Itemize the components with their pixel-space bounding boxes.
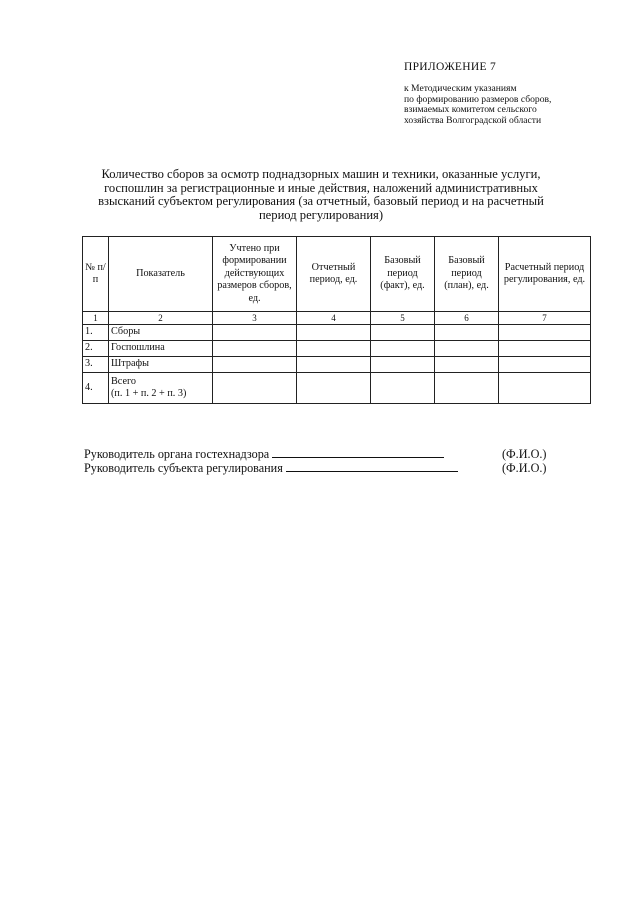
row-number: 3.	[83, 357, 109, 373]
table-cell	[213, 357, 297, 373]
appendix-title: ПРИЛОЖЕНИЕ 7	[404, 61, 497, 73]
report-table	[82, 236, 591, 404]
table-cell	[435, 357, 499, 373]
table-cell	[297, 373, 371, 404]
row-formula: (п. 1 + п. 2 + п. 3)	[111, 388, 187, 399]
document-title	[70, 168, 572, 222]
table-row	[83, 325, 591, 341]
signature-label: Руководитель субъекта регулирования	[84, 461, 283, 475]
table-cell	[499, 373, 591, 404]
table-cell	[499, 325, 591, 341]
table-cell	[297, 357, 371, 373]
document-title-line: госпошлин за регистрационные и иные действия, наложений административных	[104, 180, 538, 195]
table-cell	[371, 341, 435, 357]
table-cell	[213, 325, 297, 341]
table-cell	[371, 325, 435, 341]
column-number: 5	[371, 312, 435, 325]
table-cell	[499, 341, 591, 357]
signature-fio: (Ф.И.О.)	[502, 447, 547, 461]
appendix-note-line: к Методическим указаниям	[404, 83, 517, 94]
col-header-indicator: Показатель	[109, 237, 213, 312]
col-header-base-fact: Базовый период (факт), ед.	[371, 237, 435, 312]
appendix-note	[404, 84, 604, 126]
col-header-reporting-period: Отчетный период, ед.	[297, 237, 371, 312]
row-number: 1.	[83, 325, 109, 341]
col-header-accounted: Учтено при формировании действующих размеров сборов, ед.	[213, 237, 297, 312]
row-label: Сборы	[109, 325, 213, 341]
column-number: 1	[83, 312, 109, 325]
signature-label: Руководитель органа гостехнадзора	[84, 447, 270, 461]
col-header-calc-period: Расчетный период регулирования, ед.	[499, 237, 591, 312]
row-label: Госпошлина	[109, 341, 213, 357]
signature-line-regulated-entity	[84, 461, 458, 476]
table-cell	[297, 325, 371, 341]
table-cell	[435, 341, 499, 357]
appendix-note-line: по формированию размеров сборов,	[404, 93, 552, 105]
col-header-number: № п/п	[83, 237, 109, 312]
row-number: 4.	[83, 373, 109, 404]
row-label: Всего	[111, 375, 136, 387]
table-cell	[371, 373, 435, 404]
signature-fio: (Ф.И.О.)	[502, 461, 547, 475]
column-number: 7	[499, 312, 591, 325]
document-title-line: взысканий субъектом регулирования (за отчетный, базовый период и на расчетный	[98, 194, 544, 209]
document-title-line: Количество сборов за осмотр поднадзорных машин и техники, оказанные услуги,	[101, 167, 541, 181]
column-number: 6	[435, 312, 499, 325]
column-number: 4	[297, 312, 371, 325]
table-cell	[297, 341, 371, 357]
appendix-note-line: хозяйства Волгоградской области	[404, 114, 542, 126]
column-number-row	[83, 312, 591, 325]
table-cell	[213, 341, 297, 357]
row-label: Штрафы	[109, 357, 213, 373]
table-cell	[371, 357, 435, 373]
column-number: 2	[109, 312, 213, 325]
signature-blank	[272, 447, 444, 458]
table-row	[83, 341, 591, 357]
signature-line-supervisor	[84, 447, 444, 462]
signature-blank	[286, 461, 458, 472]
table-row	[83, 373, 591, 404]
col-header-base-plan: Базовый период (план), ед.	[435, 237, 499, 312]
table-row	[83, 357, 591, 373]
table-cell	[435, 325, 499, 341]
appendix-note-line: взимаемых комитетом сельского	[404, 104, 537, 116]
column-number: 3	[213, 312, 297, 325]
table-cell	[435, 373, 499, 404]
table-cell	[499, 357, 591, 373]
document-title-line: период регулирования)	[258, 207, 384, 222]
row-label-total	[109, 373, 213, 404]
table-cell	[213, 373, 297, 404]
header-row	[83, 237, 591, 312]
row-number: 2.	[83, 341, 109, 357]
